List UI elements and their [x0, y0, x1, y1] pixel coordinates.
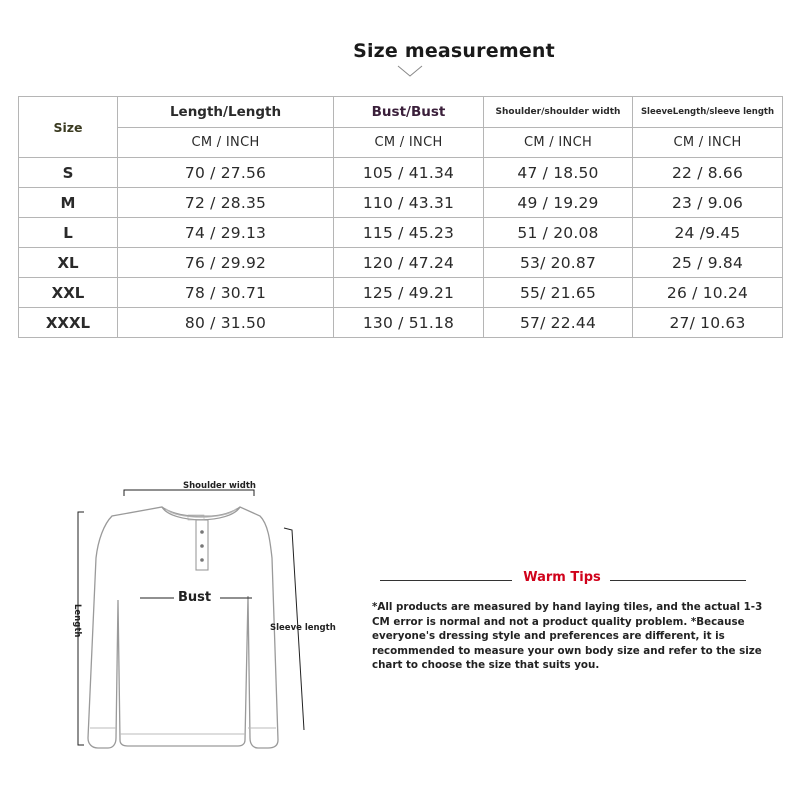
shoulder-width-label: Shoulder width: [183, 481, 256, 491]
table-row: [19, 278, 783, 308]
bust-value: 125 / 49.21: [334, 278, 484, 308]
bust-value: 105 / 41.34: [334, 158, 484, 188]
warm-tips-title: Warm Tips: [523, 570, 601, 585]
size-label: L: [19, 218, 118, 248]
bust-value: 130 / 51.18: [334, 308, 484, 338]
sleeve-value: 22 / 8.66: [633, 158, 783, 188]
shoulder-value: 57/ 22.44: [484, 308, 633, 338]
bust-value: 110 / 43.31: [334, 188, 484, 218]
length-value: 74 / 29.13: [118, 218, 334, 248]
size-table: [18, 96, 783, 338]
shoulder-value: 55/ 21.65: [484, 278, 633, 308]
shoulder-value: 53/ 20.87: [484, 248, 633, 278]
column-header-shoulder: Shoulder/shoulder width: [484, 97, 633, 128]
sleeve-length-label: Sleeve length: [270, 623, 336, 633]
shoulder-value: 49 / 19.29: [484, 188, 633, 218]
length-value: 72 / 28.35: [118, 188, 334, 218]
column-header-length: Length/Length: [118, 97, 334, 128]
shoulder-value: 47 / 18.50: [484, 158, 633, 188]
bust-value: 120 / 47.24: [334, 248, 484, 278]
unit-row: [19, 128, 783, 158]
caret-down-icon: [397, 64, 423, 78]
title-area: [0, 0, 800, 90]
length-value: 78 / 30.71: [118, 278, 334, 308]
table-row: [19, 218, 783, 248]
column-header-bust: Bust/Bust: [334, 97, 484, 128]
sleeve-value: 24 /9.45: [633, 218, 783, 248]
column-header-sleeve: SleeveLength/sleeve length: [633, 97, 783, 128]
length-value: 80 / 31.50: [118, 308, 334, 338]
length-label: Length: [72, 604, 82, 638]
length-value: 70 / 27.56: [118, 158, 334, 188]
bust-label: Bust: [178, 590, 212, 605]
table-row: [19, 188, 783, 218]
table-row: [19, 248, 783, 278]
table-row: [19, 158, 783, 188]
size-header: Size: [19, 97, 118, 158]
table-row: [19, 308, 783, 338]
measurement-diagram: [40, 440, 370, 800]
unit-label: CM / INCH: [633, 128, 783, 158]
sleeve-value: 23 / 9.06: [633, 188, 783, 218]
size-label: S: [19, 158, 118, 188]
unit-label: CM / INCH: [334, 128, 484, 158]
bust-value: 115 / 45.23: [334, 218, 484, 248]
size-label: XXL: [19, 278, 118, 308]
divider: [380, 580, 512, 581]
unit-label: CM / INCH: [118, 128, 334, 158]
page-title: Size measurement: [353, 40, 555, 62]
divider: [610, 580, 746, 581]
warm-tips-text: *All products are measured by hand laying tiles, and the actual 1-3 CM error is normal and not a product quality problem. *Because everyone's dressing style and preferences are different, it is recommended to measure your own body size and refer to the size chart to choose the size that suits you.: [372, 601, 763, 671]
unit-label: CM / INCH: [484, 128, 633, 158]
size-label: M: [19, 188, 118, 218]
sleeve-value: 27/ 10.63: [633, 308, 783, 338]
size-label: XL: [19, 248, 118, 278]
length-value: 76 / 29.92: [118, 248, 334, 278]
table-header-row: [19, 97, 783, 128]
sleeve-value: 26 / 10.24: [633, 278, 783, 308]
size-label: XXXL: [19, 308, 118, 338]
sleeve-value: 25 / 9.84: [633, 248, 783, 278]
shirt-icon: [40, 440, 370, 800]
shoulder-value: 51 / 20.08: [484, 218, 633, 248]
